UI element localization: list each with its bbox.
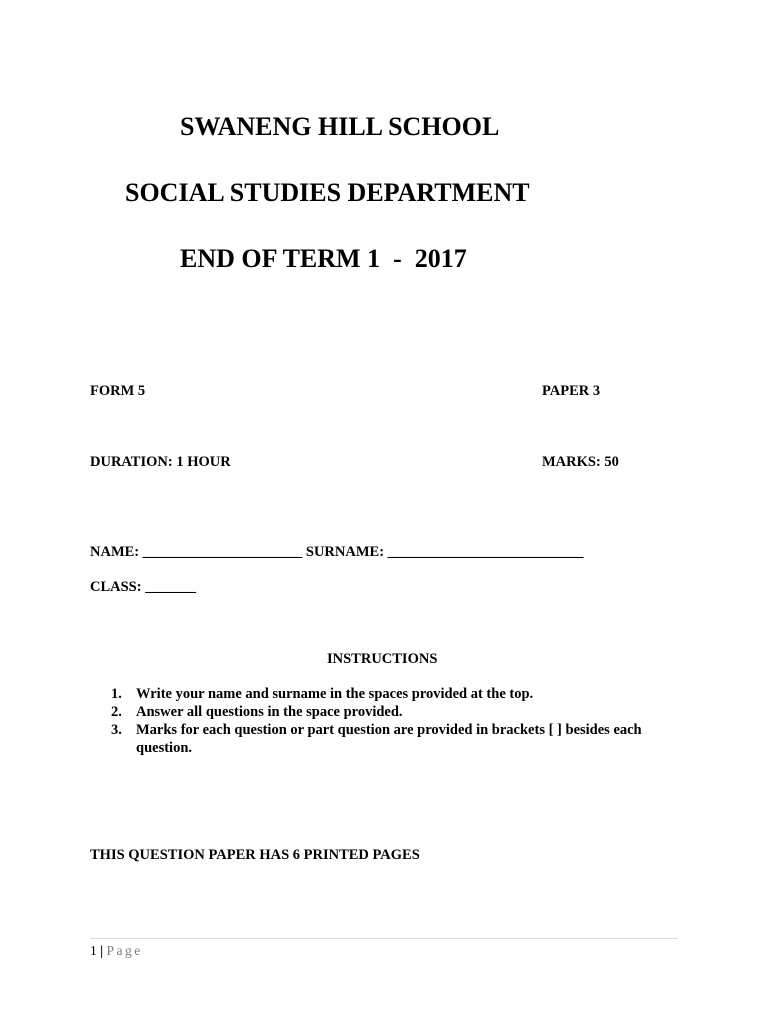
instruction-number: 1. [111,686,122,702]
page-footer [90,943,143,959]
instruction-item [108,721,678,757]
marks-label: MARKS: 50 [542,454,619,470]
instruction-number: 2. [111,704,122,720]
instruction-text: Answer all questions in the space provided. [136,704,403,720]
instruction-text: Marks for each question or part question are provided in brackets [ ] besides each question. [136,722,642,756]
surname-field: SURNAME: ___________________________ [305,544,584,560]
instructions-list [108,685,678,757]
name-field: NAME: ______________________ [90,544,303,560]
instruction-item [108,703,678,721]
footer-divider [90,938,678,939]
form-label: FORM 5 [90,383,146,399]
page-number: 1 [90,943,97,958]
printed-pages-notice: THIS QUESTION PAPER HAS 6 PRINTED PAGES [90,847,420,863]
instruction-number: 3. [111,722,122,738]
instructions-heading: INSTRUCTIONS [327,651,438,667]
department-title: SOCIAL STUDIES DEPARTMENT [125,178,530,207]
exam-title: END OF TERM 1 - 2017 [180,244,467,273]
paper-label: PAPER 3 [542,383,601,399]
footer-separator: | [100,943,104,958]
duration-label: DURATION: 1 HOUR [90,454,231,470]
candidate-name-row [90,543,583,561]
class-field: CLASS: _______ [90,579,196,595]
instruction-text: Write your name and surname in the spaces provided at the top. [136,686,534,702]
page-word: Page [106,943,143,958]
school-title: SWANENG HILL SCHOOL [180,112,500,141]
instruction-item [108,685,678,703]
